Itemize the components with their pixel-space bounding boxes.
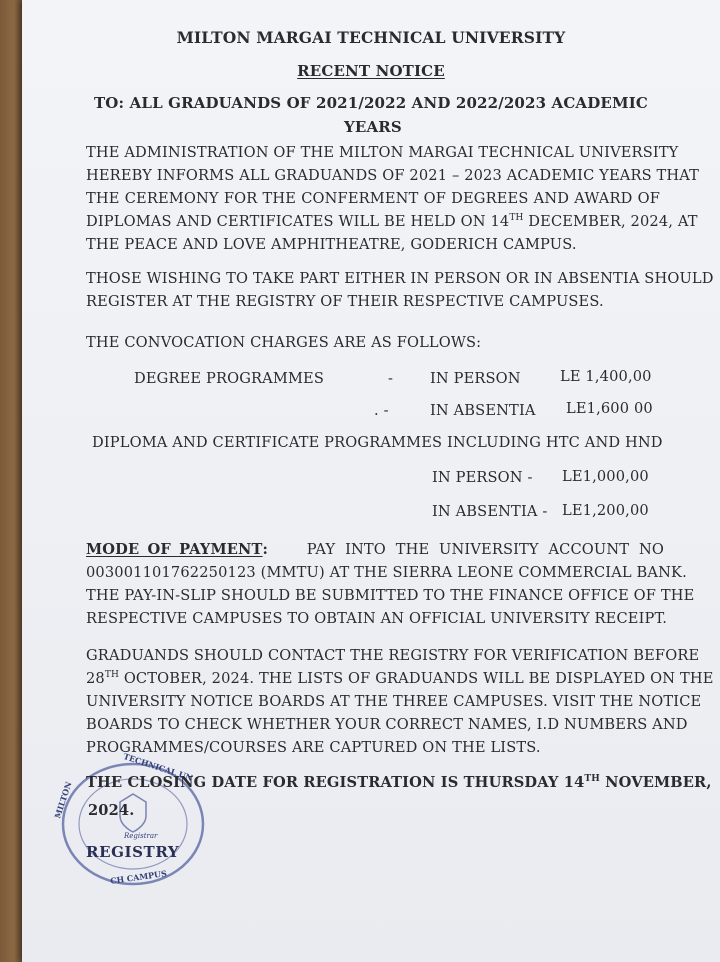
diploma-in-person-label: IN PERSON - bbox=[432, 469, 533, 486]
paragraph-line: THE PEACE AND LOVE AMPHITHEATRE, GODERICH CAMPUS. bbox=[86, 236, 577, 253]
diploma-in-person-fee: LE1,000,00 bbox=[562, 468, 649, 485]
paragraph-line: PROGRAMMES/COURSES ARE CAPTURED ON THE LISTS. bbox=[86, 739, 541, 756]
separator-dash: . - bbox=[374, 402, 389, 419]
stamp-arc-bottom: CH CAMPUS bbox=[109, 868, 168, 886]
paragraph-line: 28TH OCTOBER, 2024. THE LISTS OF GRADUANDS WILL BE DISPLAYED ON THE bbox=[86, 670, 714, 687]
payment-line: MODE OF PAYMENT: PAY INTO THE UNIVERSITY ACCOUNT NO bbox=[86, 541, 664, 558]
stamp-registry-label: REGISTRY bbox=[86, 843, 180, 861]
university-name: MILTON MARGAI TECHNICAL UNIVERSITY bbox=[176, 28, 566, 47]
degree-programmes-label: DEGREE PROGRAMMES bbox=[134, 370, 324, 387]
payment-instruction: PAY INTO THE UNIVERSITY ACCOUNT NO bbox=[306, 541, 664, 558]
payment-heading: MODE OF PAYMENT bbox=[86, 541, 263, 558]
diploma-in-absentia-label: IN ABSENTIA - bbox=[432, 503, 548, 520]
stamp-arc-top: TECHNICAL UN bbox=[122, 751, 195, 783]
degree-in-person-label: IN PERSON bbox=[430, 370, 521, 387]
paragraph-line: REGISTER AT THE REGISTRY OF THEIR RESPECTIVE CAMPUSES. bbox=[86, 293, 604, 310]
closing-year: 2024. bbox=[88, 802, 135, 819]
paragraph-line: THE ADMINISTRATION OF THE MILTON MARGAI TECHNICAL UNIVERSITY bbox=[86, 144, 679, 161]
degree-in-absentia-label: IN ABSENTIA bbox=[430, 402, 536, 419]
paragraph-line: GRADUANDS SHOULD CONTACT THE REGISTRY FOR VERIFICATION BEFORE bbox=[86, 647, 700, 664]
paragraph-line: THE CEREMONY FOR THE CONFERMENT OF DEGREES AND AWARD OF bbox=[86, 190, 660, 207]
diploma-in-absentia-fee: LE1,200,00 bbox=[562, 502, 649, 519]
paragraph-line: UNIVERSITY NOTICE BOARDS AT THE THREE CAMPUSES. VISIT THE NOTICE bbox=[86, 693, 702, 710]
degree-in-absentia-fee: LE1,600 00 bbox=[566, 400, 653, 417]
paragraph-line: DIPLOMAS AND CERTIFICATES WILL BE HELD ON 14TH DECEMBER, 2024, AT bbox=[86, 213, 698, 230]
payment-line: RESPECTIVE CAMPUSES TO OBTAIN AN OFFICIAL UNIVERSITY RECEIPT. bbox=[86, 610, 668, 627]
paragraph-line: THOSE WISHING TO TAKE PART EITHER IN PERSON OR IN ABSENTIA SHOULD bbox=[86, 270, 714, 287]
notice-title: RECENT NOTICE bbox=[297, 62, 445, 80]
diploma-programmes-label: DIPLOMA AND CERTIFICATE PROGRAMMES INCLUDING HTC AND HND bbox=[92, 434, 663, 451]
account-number-line: 003001101762250123 (MMTU) AT THE SIERRA LEONE COMMERCIAL BANK. bbox=[86, 564, 687, 581]
paragraph-line: BOARDS TO CHECK WHETHER YOUR CORRECT NAMES, I.D NUMBERS AND bbox=[86, 716, 688, 733]
stamp-registrar: Registrar bbox=[124, 832, 158, 840]
closing-line: THE CLOSING DATE FOR REGISTRATION IS THURSDAY 14TH NOVEMBER, bbox=[86, 774, 712, 791]
addressee-line-1: TO: ALL GRADUANDS OF 2021/2022 AND 2022/2023 ACADEMIC bbox=[94, 94, 648, 112]
charges-intro: THE CONVOCATION CHARGES ARE AS FOLLOWS: bbox=[86, 334, 482, 351]
paragraph-line: HEREBY INFORMS ALL GRADUANDS OF 2021 – 2023 ACADEMIC YEARS THAT bbox=[86, 167, 700, 184]
degree-in-person-fee: LE 1,400,00 bbox=[560, 368, 652, 385]
separator-dash: - bbox=[388, 370, 394, 387]
notice-page bbox=[22, 0, 720, 962]
addressee-line-2: YEARS bbox=[344, 118, 402, 136]
stamp-arc-left: MILTON bbox=[52, 780, 74, 820]
payment-line: THE PAY-IN-SLIP SHOULD BE SUBMITTED TO THE FINANCE OFFICE OF THE bbox=[86, 587, 695, 604]
